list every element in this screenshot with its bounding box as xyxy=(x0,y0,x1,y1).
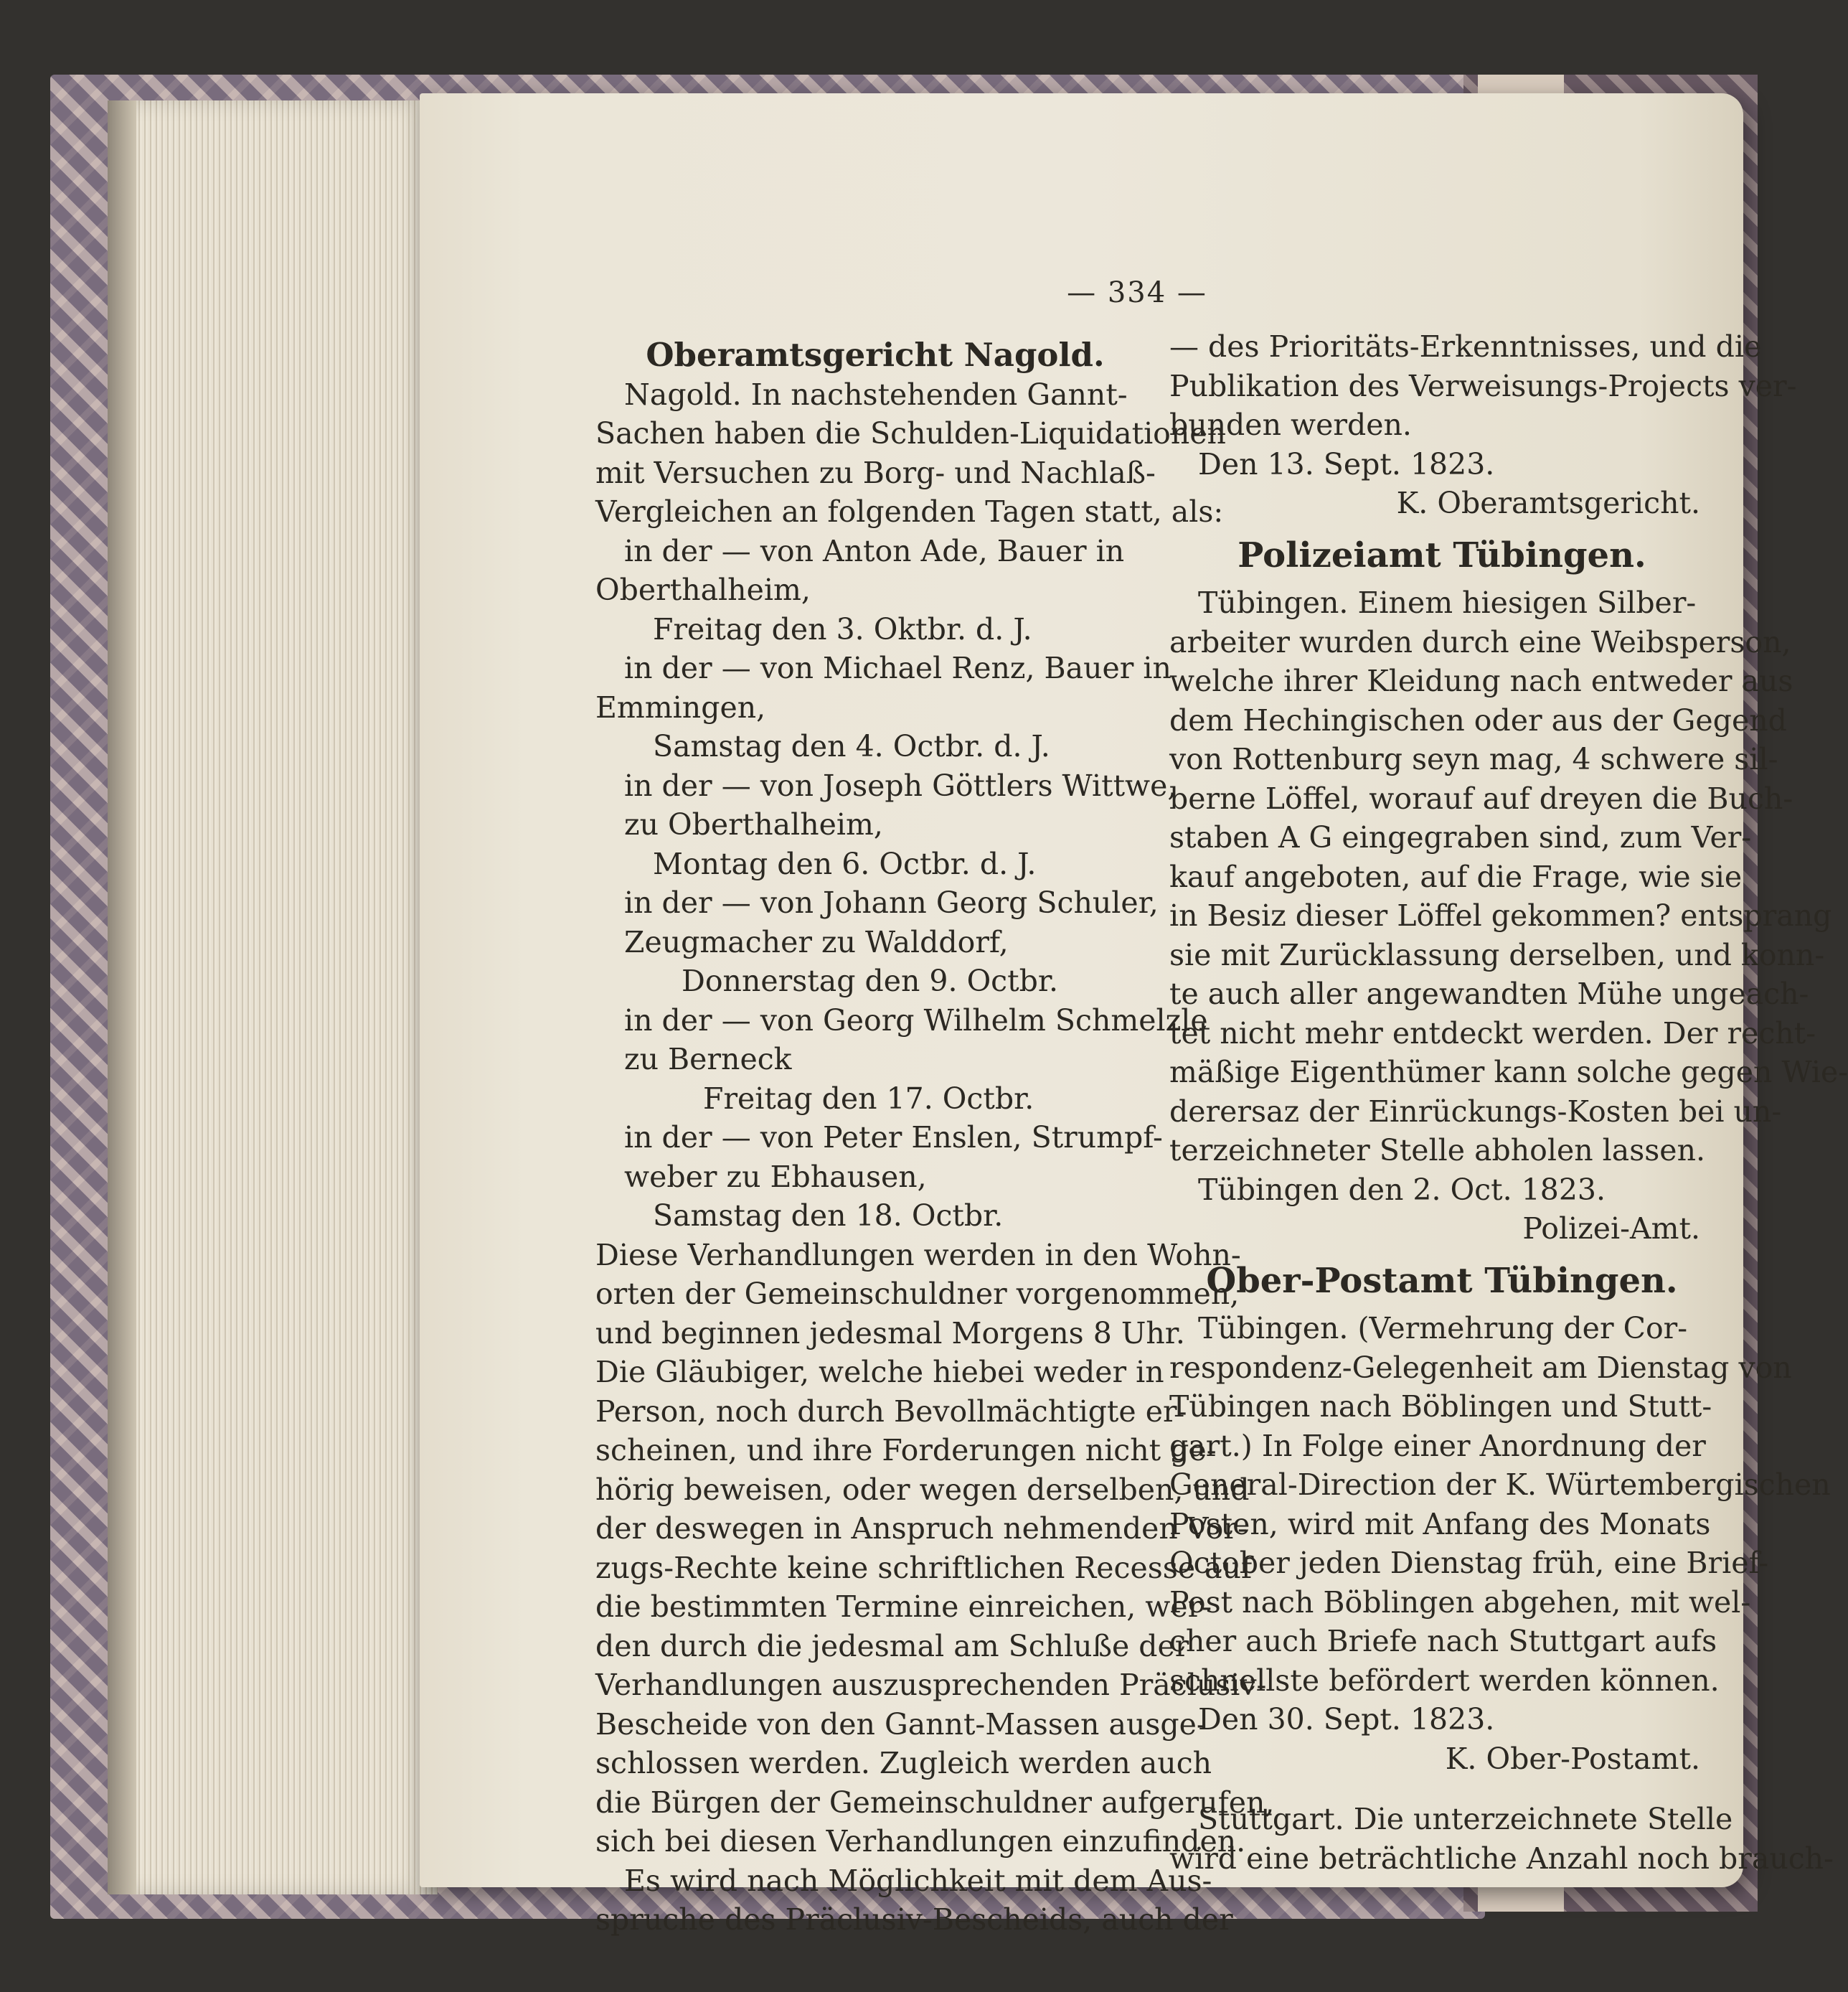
text-line: scheinen, und ihre Forderungen nicht ge- xyxy=(595,1433,1217,1467)
text-line: respondenz-Gelegenheit am Dienstag von xyxy=(1169,1350,1792,1385)
right-column xyxy=(1169,327,1848,1878)
text-line: cher auch Briefe nach Stuttgart aufs xyxy=(1169,1624,1717,1658)
date-line: Den 13. Sept. 1823. xyxy=(1198,446,1495,481)
text-line: schlossen werden. Zugleich werden auch xyxy=(595,1746,1212,1780)
text-line: weber zu Ebhausen, xyxy=(624,1159,927,1194)
text-line: bunden werden. xyxy=(1169,408,1412,442)
text-line: Emmingen, xyxy=(595,690,766,725)
text-line: General-Direction der K. Würtembergischen xyxy=(1169,1467,1831,1502)
text-line: Posten, wird mit Anfang des Monats xyxy=(1169,1506,1711,1541)
text-line: Person, noch durch Bevollmächtigte er- xyxy=(595,1394,1187,1429)
text-line: Es wird nach Möglichkeit mit dem Aus- xyxy=(624,1863,1212,1898)
text-line: in der — von Anton Ade, Bauer in xyxy=(624,533,1125,568)
text-line: Stuttgart. Die unterzeichnete Stelle xyxy=(1198,1802,1733,1836)
text-line: sich bei diesen Verhandlungen einzufinden. xyxy=(595,1824,1246,1859)
signature-line: K. Oberamtsgericht. xyxy=(1396,486,1700,520)
text-line: Die Gläubiger, welche hiebei weder in xyxy=(595,1355,1164,1389)
text-line: kauf angeboten, auf die Frage, wie sie xyxy=(1169,859,1743,894)
text-line: mäßige Eigenthümer kann solche gegen Wie- xyxy=(1169,1055,1848,1089)
text-line: in der — von Joseph Göttlers Wittwe, xyxy=(624,768,1177,803)
text-line: zugs-Rechte keine schriftlichen Recesse auf xyxy=(595,1550,1253,1585)
text-line: October jeden Dienstag früh, eine Brief- xyxy=(1169,1546,1769,1580)
date-line: Den 30. Sept. 1823. xyxy=(1198,1702,1495,1737)
text-line: in der — von Johann Georg Schuler, xyxy=(624,885,1159,920)
text-line: Bescheide von den Gannt-Massen ausge- xyxy=(595,1706,1207,1742)
text-line: tet nicht mehr entdeckt werden. Der recht- xyxy=(1169,1015,1816,1051)
text-line: Post nach Böblingen abgehen, mit wel- xyxy=(1169,1584,1751,1620)
text-line: Tübingen nach Böblingen und Stutt- xyxy=(1169,1389,1712,1424)
text-line: von Rottenburg seyn mag, 4 schwere sil- xyxy=(1169,742,1778,776)
text-line: schnellste befördert werden können. xyxy=(1169,1663,1720,1698)
page-edges-shadow xyxy=(108,100,136,1894)
text-line: zu Berneck xyxy=(624,1042,792,1076)
text-line: Verhandlungen auszusprechenden Präclusiv- xyxy=(595,1668,1267,1702)
text-line: Diese Verhandlungen werden in den Wohn- xyxy=(595,1237,1241,1272)
text-line: in Besiz dieser Löffel gekommen? entsprang xyxy=(1169,898,1832,933)
text-line: die bestimmten Termine einreichen, wer- xyxy=(595,1589,1212,1624)
signature-line: K. Ober-Postamt. xyxy=(1445,1741,1700,1776)
text-line: berne Löffel, worauf auf dreyen die Buch- xyxy=(1169,781,1793,816)
text-line: Vergleichen an folgenden Tagen statt, als: xyxy=(595,494,1224,529)
left-heading: Oberamtsgericht Nagold. xyxy=(646,336,1105,374)
date-line: Samstag den 18. Octbr. xyxy=(653,1198,1004,1233)
text-line: staben A G eingegraben sind, zum Ver- xyxy=(1169,820,1752,855)
text-line: terzeichneter Stelle abholen lassen. xyxy=(1169,1133,1706,1168)
text-line: zu Oberthalheim, xyxy=(624,807,883,842)
section-heading: Ober-Postamt Tübingen. xyxy=(1206,1260,1678,1301)
text-line: dem Hechingischen oder aus der Gegend xyxy=(1169,703,1787,738)
date-line: Samstag den 4. Octbr. d. J. xyxy=(653,729,1050,764)
text-line: der deswegen in Anspruch nehmenden Vor- xyxy=(595,1511,1248,1546)
text-line: te auch aller angewandten Mühe ungeach- xyxy=(1169,977,1809,1011)
text-line: und beginnen jedesmal Morgens 8 Uhr. xyxy=(595,1315,1185,1350)
text-line: hörig beweisen, oder wegen derselben, und xyxy=(595,1472,1250,1507)
text-line: — des Prioritäts-Erkenntnisses, und die xyxy=(1169,329,1762,364)
text-line: Tübingen. (Vermehrung der Cor- xyxy=(1198,1311,1688,1345)
text-line: in der — von Georg Wilhelm Schmelzle xyxy=(624,1002,1208,1038)
page-number: — 334 — xyxy=(1067,276,1207,309)
text-line: den durch die jedesmal am Schluße der xyxy=(595,1628,1189,1663)
text-line: Publikation des Verweisungs-Projects ver- xyxy=(1169,368,1797,403)
text-line: spruche des Präclusiv-Bescheids, auch der xyxy=(595,1902,1233,1937)
page-edges xyxy=(108,100,438,1894)
text-line: welche ihrer Kleidung nach entweder aus xyxy=(1169,664,1793,698)
text-line: derersaz der Einrückungs-Kosten bei un- xyxy=(1169,1094,1782,1129)
text-line: mit Versuchen zu Borg- und Nachlaß- xyxy=(595,455,1156,490)
text-line: Tübingen. Einem hiesigen Silber- xyxy=(1198,586,1697,620)
text-line: in der — von Michael Renz, Bauer in xyxy=(624,651,1172,685)
text-line: Nagold. In nachstehenden Gannt- xyxy=(624,377,1128,412)
date-line: Freitag den 17. Octbr. xyxy=(703,1081,1034,1116)
text-line: Zeugmacher zu Walddorf, xyxy=(624,924,1009,959)
text-line: arbeiter wurden durch eine Weibsperson, xyxy=(1169,624,1791,659)
text-line: sie mit Zurücklassung derselben, und konn- xyxy=(1169,937,1825,972)
text-line: orten der Gemeinschuldner vorgenommen, xyxy=(595,1277,1240,1311)
left-column xyxy=(595,336,1275,1940)
text-line: wird eine beträchtliche Anzahl noch brauch- xyxy=(1169,1841,1834,1876)
text-line: Oberthalheim, xyxy=(595,573,811,607)
text-line: gart.) In Folge einer Anordnung der xyxy=(1169,1428,1706,1463)
date-line: Donnerstag den 9. Octbr. xyxy=(682,964,1058,998)
text-line: die Bürgen der Gemeinschuldner aufgerufen, xyxy=(595,1785,1275,1820)
signature-line: Polizei-Amt. xyxy=(1522,1211,1700,1246)
text-line: Sachen haben die Schulden-Liquidationen xyxy=(595,416,1226,451)
date-line: Tübingen den 2. Oct. 1823. xyxy=(1198,1172,1606,1207)
section-heading: Polizeiamt Tübingen. xyxy=(1238,535,1646,575)
date-line: Freitag den 3. Oktbr. d. J. xyxy=(653,611,1032,647)
text-line: in der — von Peter Enslen, Strumpf- xyxy=(624,1120,1163,1155)
date-line: Montag den 6. Octbr. d. J. xyxy=(653,846,1037,881)
